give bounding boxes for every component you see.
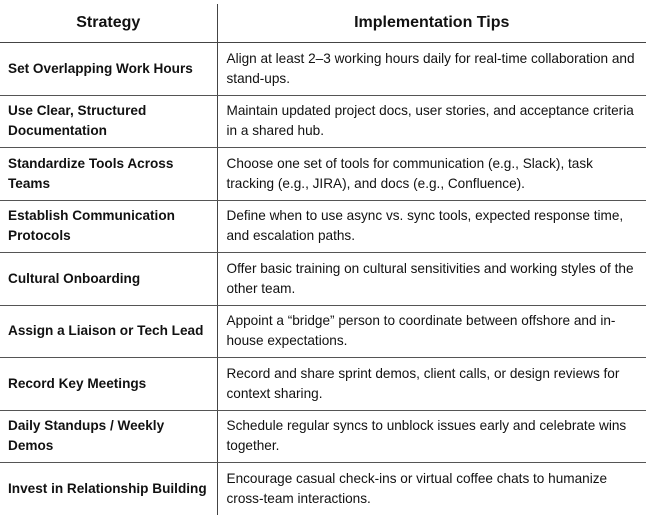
strategy-cell: Standardize Tools Across Teams	[0, 148, 217, 201]
column-header-implementation-tips: Implementation Tips	[217, 4, 646, 43]
tip-cell: Offer basic training on cultural sensitivities and working styles of the other team.	[217, 253, 646, 306]
strategy-cell: Invest in Relationship Building	[0, 463, 217, 515]
column-header-strategy: Strategy	[0, 4, 217, 43]
table-row	[0, 305, 646, 358]
table-row	[0, 253, 646, 306]
tip-cell: Appoint a “bridge” person to coordinate between offshore and in-house expectations.	[217, 305, 646, 358]
tip-cell: Maintain updated project docs, user stories, and acceptance criteria in a shared hub.	[217, 95, 646, 148]
strategy-cell: Daily Standups / Weekly Demos	[0, 410, 217, 463]
tip-cell: Define when to use async vs. sync tools, expected response time, and escalation paths.	[217, 200, 646, 253]
table-row	[0, 358, 646, 411]
table-row	[0, 463, 646, 515]
table-row	[0, 95, 646, 148]
table-row	[0, 410, 646, 463]
strategy-cell: Assign a Liaison or Tech Lead	[0, 305, 217, 358]
tip-cell: Choose one set of tools for communication (e.g., Slack), task tracking (e.g., JIRA), and docs (e.g., Confluence).	[217, 148, 646, 201]
table-row	[0, 43, 646, 96]
table-header-row	[0, 4, 646, 43]
strategy-cell: Set Overlapping Work Hours	[0, 43, 217, 96]
table-row	[0, 148, 646, 201]
tip-cell: Align at least 2–3 working hours daily for real-time collaboration and stand-ups.	[217, 43, 646, 96]
strategy-cell: Cultural Onboarding	[0, 253, 217, 306]
strategy-cell: Establish Communication Protocols	[0, 200, 217, 253]
strategy-cell: Record Key Meetings	[0, 358, 217, 411]
tip-cell: Schedule regular syncs to unblock issues early and celebrate wins together.	[217, 410, 646, 463]
strategy-cell: Use Clear, Structured Documentation	[0, 95, 217, 148]
strategy-table	[0, 4, 646, 515]
tip-cell: Encourage casual check-ins or virtual coffee chats to humanize cross-team interactions.	[226, 470, 608, 506]
tip-cell: Record and share sprint demos, client calls, or design reviews for context sharing.	[217, 358, 646, 411]
table-row	[0, 200, 646, 253]
